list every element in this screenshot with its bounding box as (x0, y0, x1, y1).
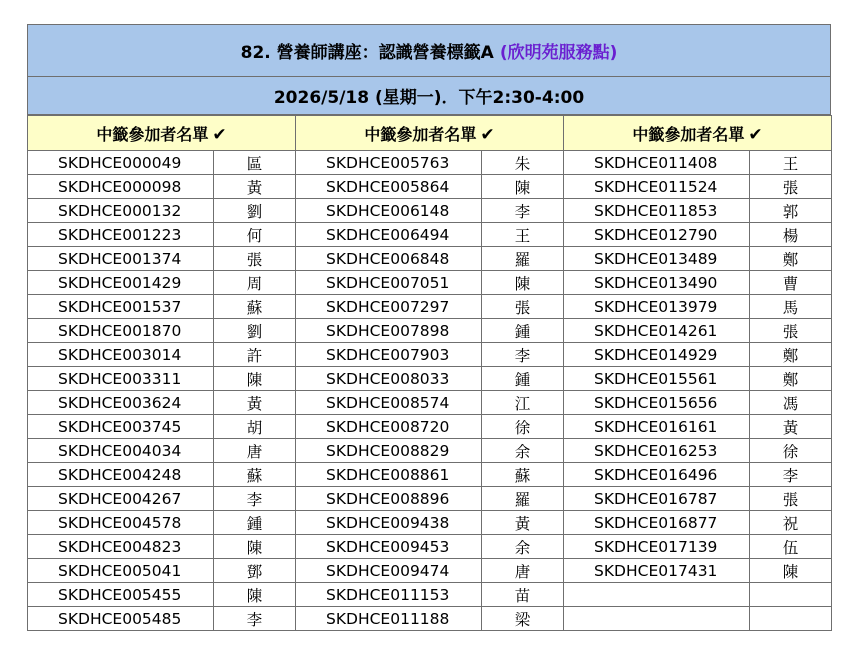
participant-code: SKDHCE005485 (28, 607, 214, 631)
participant-surname: 江 (482, 391, 564, 415)
participant-code: SKDHCE008574 (296, 391, 482, 415)
participant-surname: 許 (214, 343, 296, 367)
participant-surname: 王 (482, 223, 564, 247)
participant-code: SKDHCE001870 (28, 319, 214, 343)
participant-surname: 黃 (214, 391, 296, 415)
table-row (28, 247, 832, 271)
participant-surname: 陳 (482, 271, 564, 295)
participant-code: SKDHCE003014 (28, 343, 214, 367)
participant-surname: 蘇 (214, 463, 296, 487)
participant-surname: 余 (482, 439, 564, 463)
participant-surname: 王 (750, 151, 832, 175)
participant-code: SKDHCE001374 (28, 247, 214, 271)
participant-surname: 朱 (482, 151, 564, 175)
column-heading-1 (28, 116, 296, 151)
participant-code: SKDHCE016877 (564, 511, 750, 535)
participant-code: SKDHCE001223 (28, 223, 214, 247)
participant-surname: 鍾 (482, 367, 564, 391)
participant-surname: 張 (750, 175, 832, 199)
participant-code: SKDHCE015656 (564, 391, 750, 415)
participant-surname: 蘇 (482, 463, 564, 487)
date-banner (27, 77, 831, 115)
participant-code: SKDHCE011524 (564, 175, 750, 199)
participant-code: SKDHCE014929 (564, 343, 750, 367)
table-row (28, 439, 832, 463)
participant-surname: 蘇 (214, 295, 296, 319)
participant-code: SKDHCE009474 (296, 559, 482, 583)
participant-surname: 胡 (214, 415, 296, 439)
participant-code: SKDHCE016496 (564, 463, 750, 487)
participant-code: SKDHCE011153 (296, 583, 482, 607)
participant-surname: 劉 (214, 319, 296, 343)
event-title: 82. 營養師講座：認識營養標籤A (240, 43, 494, 63)
table-row (28, 607, 832, 631)
participant-surname: 梁 (482, 607, 564, 631)
participant-surname: 郭 (750, 199, 832, 223)
participant-surname: 何 (214, 223, 296, 247)
participant-surname: 陳 (482, 175, 564, 199)
participant-code: SKDHCE016161 (564, 415, 750, 439)
table-header-row (28, 116, 832, 151)
column-heading-label: 中籤參加者名單 (96, 124, 209, 144)
participant-code: SKDHCE009453 (296, 535, 482, 559)
participant-surname: 鍾 (214, 511, 296, 535)
table-row (28, 367, 832, 391)
column-heading-2 (296, 116, 564, 151)
participant-code: SKDHCE009438 (296, 511, 482, 535)
participant-surname: 羅 (482, 487, 564, 511)
winners-table (27, 115, 832, 631)
participant-surname: 李 (214, 607, 296, 631)
participant-surname: 鄧 (214, 559, 296, 583)
title-banner (27, 24, 831, 77)
participant-code: SKDHCE004823 (28, 535, 214, 559)
participant-code: SKDHCE013490 (564, 271, 750, 295)
participant-code: SKDHCE005041 (28, 559, 214, 583)
participant-code: SKDHCE008861 (296, 463, 482, 487)
participant-surname: 鄭 (750, 367, 832, 391)
participant-code: SKDHCE006848 (296, 247, 482, 271)
participant-code: SKDHCE013979 (564, 295, 750, 319)
participant-code: SKDHCE004034 (28, 439, 214, 463)
table-row (28, 151, 832, 175)
participant-code: SKDHCE016253 (564, 439, 750, 463)
participant-code: SKDHCE006148 (296, 199, 482, 223)
participant-surname: 羅 (482, 247, 564, 271)
participant-code: SKDHCE006494 (296, 223, 482, 247)
participant-surname: 張 (482, 295, 564, 319)
participant-surname: 楊 (750, 223, 832, 247)
table-row (28, 535, 832, 559)
participant-code (564, 583, 750, 607)
participant-code: SKDHCE011408 (564, 151, 750, 175)
participant-surname: 黃 (482, 511, 564, 535)
participant-code: SKDHCE014261 (564, 319, 750, 343)
column-heading-3 (564, 116, 832, 151)
participant-code: SKDHCE005864 (296, 175, 482, 199)
participant-code: SKDHCE007051 (296, 271, 482, 295)
participant-surname: 余 (482, 535, 564, 559)
participant-surname: 鍾 (482, 319, 564, 343)
participant-surname: 陳 (214, 367, 296, 391)
check-icon: ✔ (748, 124, 763, 145)
participant-code: SKDHCE012790 (564, 223, 750, 247)
participant-surname: 祝 (750, 511, 832, 535)
table-row (28, 463, 832, 487)
participant-surname: 張 (750, 487, 832, 511)
participant-code: SKDHCE011853 (564, 199, 750, 223)
participant-surname: 李 (750, 463, 832, 487)
participant-code: SKDHCE003745 (28, 415, 214, 439)
participant-code: SKDHCE004267 (28, 487, 214, 511)
participant-surname: 區 (214, 151, 296, 175)
table-row (28, 175, 832, 199)
participant-code: SKDHCE017431 (564, 559, 750, 583)
participant-surname: 唐 (482, 559, 564, 583)
participant-code: SKDHCE007898 (296, 319, 482, 343)
participant-surname: 張 (750, 319, 832, 343)
participant-code: SKDHCE008033 (296, 367, 482, 391)
column-heading-label: 中籤參加者名單 (632, 124, 745, 144)
participant-code: SKDHCE000132 (28, 199, 214, 223)
participant-surname: 唐 (214, 439, 296, 463)
table-row (28, 199, 832, 223)
participant-code: SKDHCE000049 (28, 151, 214, 175)
participant-surname (750, 583, 832, 607)
participant-code: SKDHCE008829 (296, 439, 482, 463)
table-row (28, 583, 832, 607)
participant-surname: 黃 (214, 175, 296, 199)
participant-code: SKDHCE003624 (28, 391, 214, 415)
participant-code: SKDHCE000098 (28, 175, 214, 199)
check-icon: ✔ (480, 124, 495, 145)
participant-surname: 馮 (750, 391, 832, 415)
table-row (28, 487, 832, 511)
participant-surname: 曹 (750, 271, 832, 295)
table-row (28, 559, 832, 583)
event-date: 2026/5/18 (星期一)．下午2:30-4:00 (273, 88, 585, 108)
participant-code: SKDHCE016787 (564, 487, 750, 511)
participant-code: SKDHCE013489 (564, 247, 750, 271)
table-row (28, 319, 832, 343)
participant-code: SKDHCE008720 (296, 415, 482, 439)
participant-surname: 馬 (750, 295, 832, 319)
table-body (28, 151, 832, 631)
participant-surname: 陳 (214, 535, 296, 559)
participant-surname: 徐 (750, 439, 832, 463)
participant-code: SKDHCE004578 (28, 511, 214, 535)
participant-code (564, 607, 750, 631)
participant-code: SKDHCE005455 (28, 583, 214, 607)
participant-surname: 李 (214, 487, 296, 511)
participant-surname: 周 (214, 271, 296, 295)
table-row (28, 343, 832, 367)
document-sheet (27, 24, 831, 631)
participant-code: SKDHCE001429 (28, 271, 214, 295)
participant-surname: 陳 (750, 559, 832, 583)
participant-code: SKDHCE003311 (28, 367, 214, 391)
participant-surname: 李 (482, 343, 564, 367)
participant-surname: 黃 (750, 415, 832, 439)
participant-code: SKDHCE008896 (296, 487, 482, 511)
participant-surname (750, 607, 832, 631)
participant-code: SKDHCE015561 (564, 367, 750, 391)
participant-code: SKDHCE011188 (296, 607, 482, 631)
participant-code: SKDHCE017139 (564, 535, 750, 559)
table-row (28, 415, 832, 439)
participant-surname: 徐 (482, 415, 564, 439)
participant-code: SKDHCE007297 (296, 295, 482, 319)
participant-surname: 伍 (750, 535, 832, 559)
participant-code: SKDHCE007903 (296, 343, 482, 367)
participant-code: SKDHCE004248 (28, 463, 214, 487)
participant-surname: 鄭 (750, 247, 832, 271)
participant-code: SKDHCE001537 (28, 295, 214, 319)
table-row (28, 271, 832, 295)
participant-surname: 陳 (214, 583, 296, 607)
table-row (28, 511, 832, 535)
participant-surname: 苗 (482, 583, 564, 607)
participant-code: SKDHCE005763 (296, 151, 482, 175)
participant-surname: 鄭 (750, 343, 832, 367)
column-heading-label: 中籤參加者名單 (364, 124, 477, 144)
participant-surname: 李 (482, 199, 564, 223)
participant-surname: 張 (214, 247, 296, 271)
table-row (28, 295, 832, 319)
table-row (28, 223, 832, 247)
event-venue: (欣明苑服務點) (499, 43, 618, 63)
table-row (28, 391, 832, 415)
participant-surname: 劉 (214, 199, 296, 223)
check-icon: ✔ (212, 124, 227, 145)
